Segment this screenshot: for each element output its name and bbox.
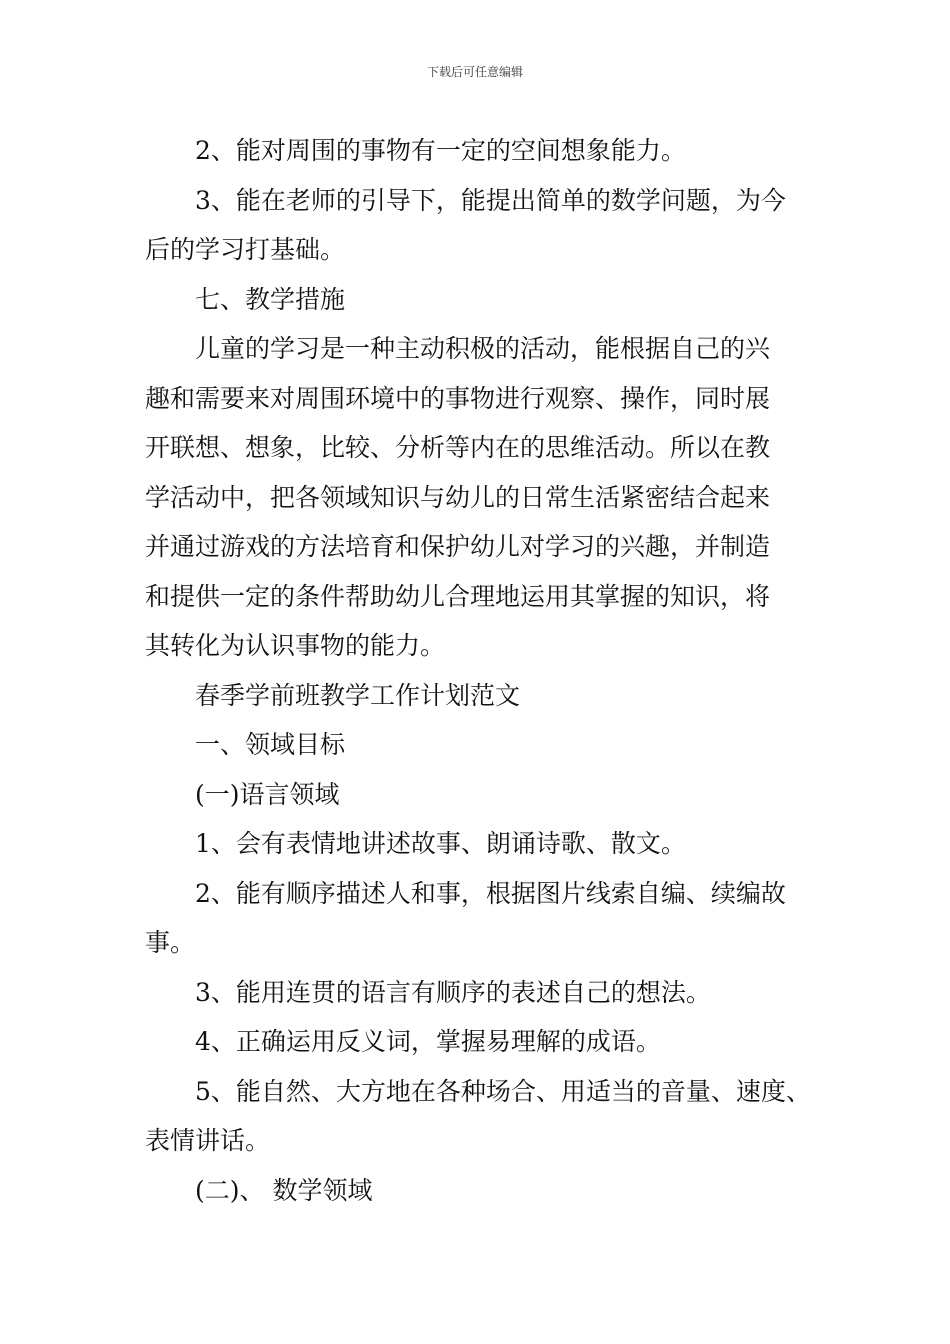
text-line: 开联想、想象，比较、分析等内在的思维活动。所以在教 <box>145 433 771 462</box>
text-line: 事。 <box>145 928 196 957</box>
text-line: 5、能自然、大方地在各种场合、用适当的音量、速度、 <box>195 1076 811 1106</box>
text-line: 趣和需要来对周围环境中的事物进行观察、操作，同时展 <box>145 383 771 413</box>
subsection-heading: (二)、 数学领域 <box>195 1175 373 1205</box>
section-heading: 七、教学措施 <box>195 284 346 314</box>
text-line: 1、会有表情地讲述故事、朗诵诗歌、散文。 <box>195 829 686 858</box>
text-line: 2、能有顺序描述人和事，根据图片线索自编、续编故 <box>195 878 786 908</box>
text-line: 并通过游戏的方法培育和保护幼儿对学习的兴趣，并制造 <box>145 532 771 561</box>
text-line: 3、能在老师的引导下，能提出简单的数学问题，为今 <box>195 185 786 215</box>
section-heading: 一、领域目标 <box>195 730 346 759</box>
text-line: 2、能对周围的事物有一定的空间想象能力。 <box>195 136 686 165</box>
text-line: 学活动中，把各领域知识与幼儿的日常生活紧密结合起来 <box>145 482 771 512</box>
text-line: 3、能用连贯的语言有顺序的表述自己的想法。 <box>195 977 711 1007</box>
text-line: 和提供一定的条件帮助幼儿合理地运用其掌握的知识，将 <box>145 581 771 611</box>
text-line: 4、正确运用反义词，掌握易理解的成语。 <box>195 1027 661 1056</box>
page-header: 下载后可任意编辑 <box>426 65 523 79</box>
document-body <box>145 126 835 1215</box>
document-subtitle: 春季学前班教学工作计划范文 <box>195 680 521 710</box>
text-line: 后的学习打基础。 <box>145 235 346 264</box>
subsection-heading: (一)语言领域 <box>195 779 340 809</box>
text-line: 表情讲话。 <box>145 1126 271 1155</box>
text-line: 儿童的学习是一种主动积极的活动，能根据自己的兴 <box>195 334 771 363</box>
text-line: 其转化为认识事物的能力。 <box>145 631 446 660</box>
